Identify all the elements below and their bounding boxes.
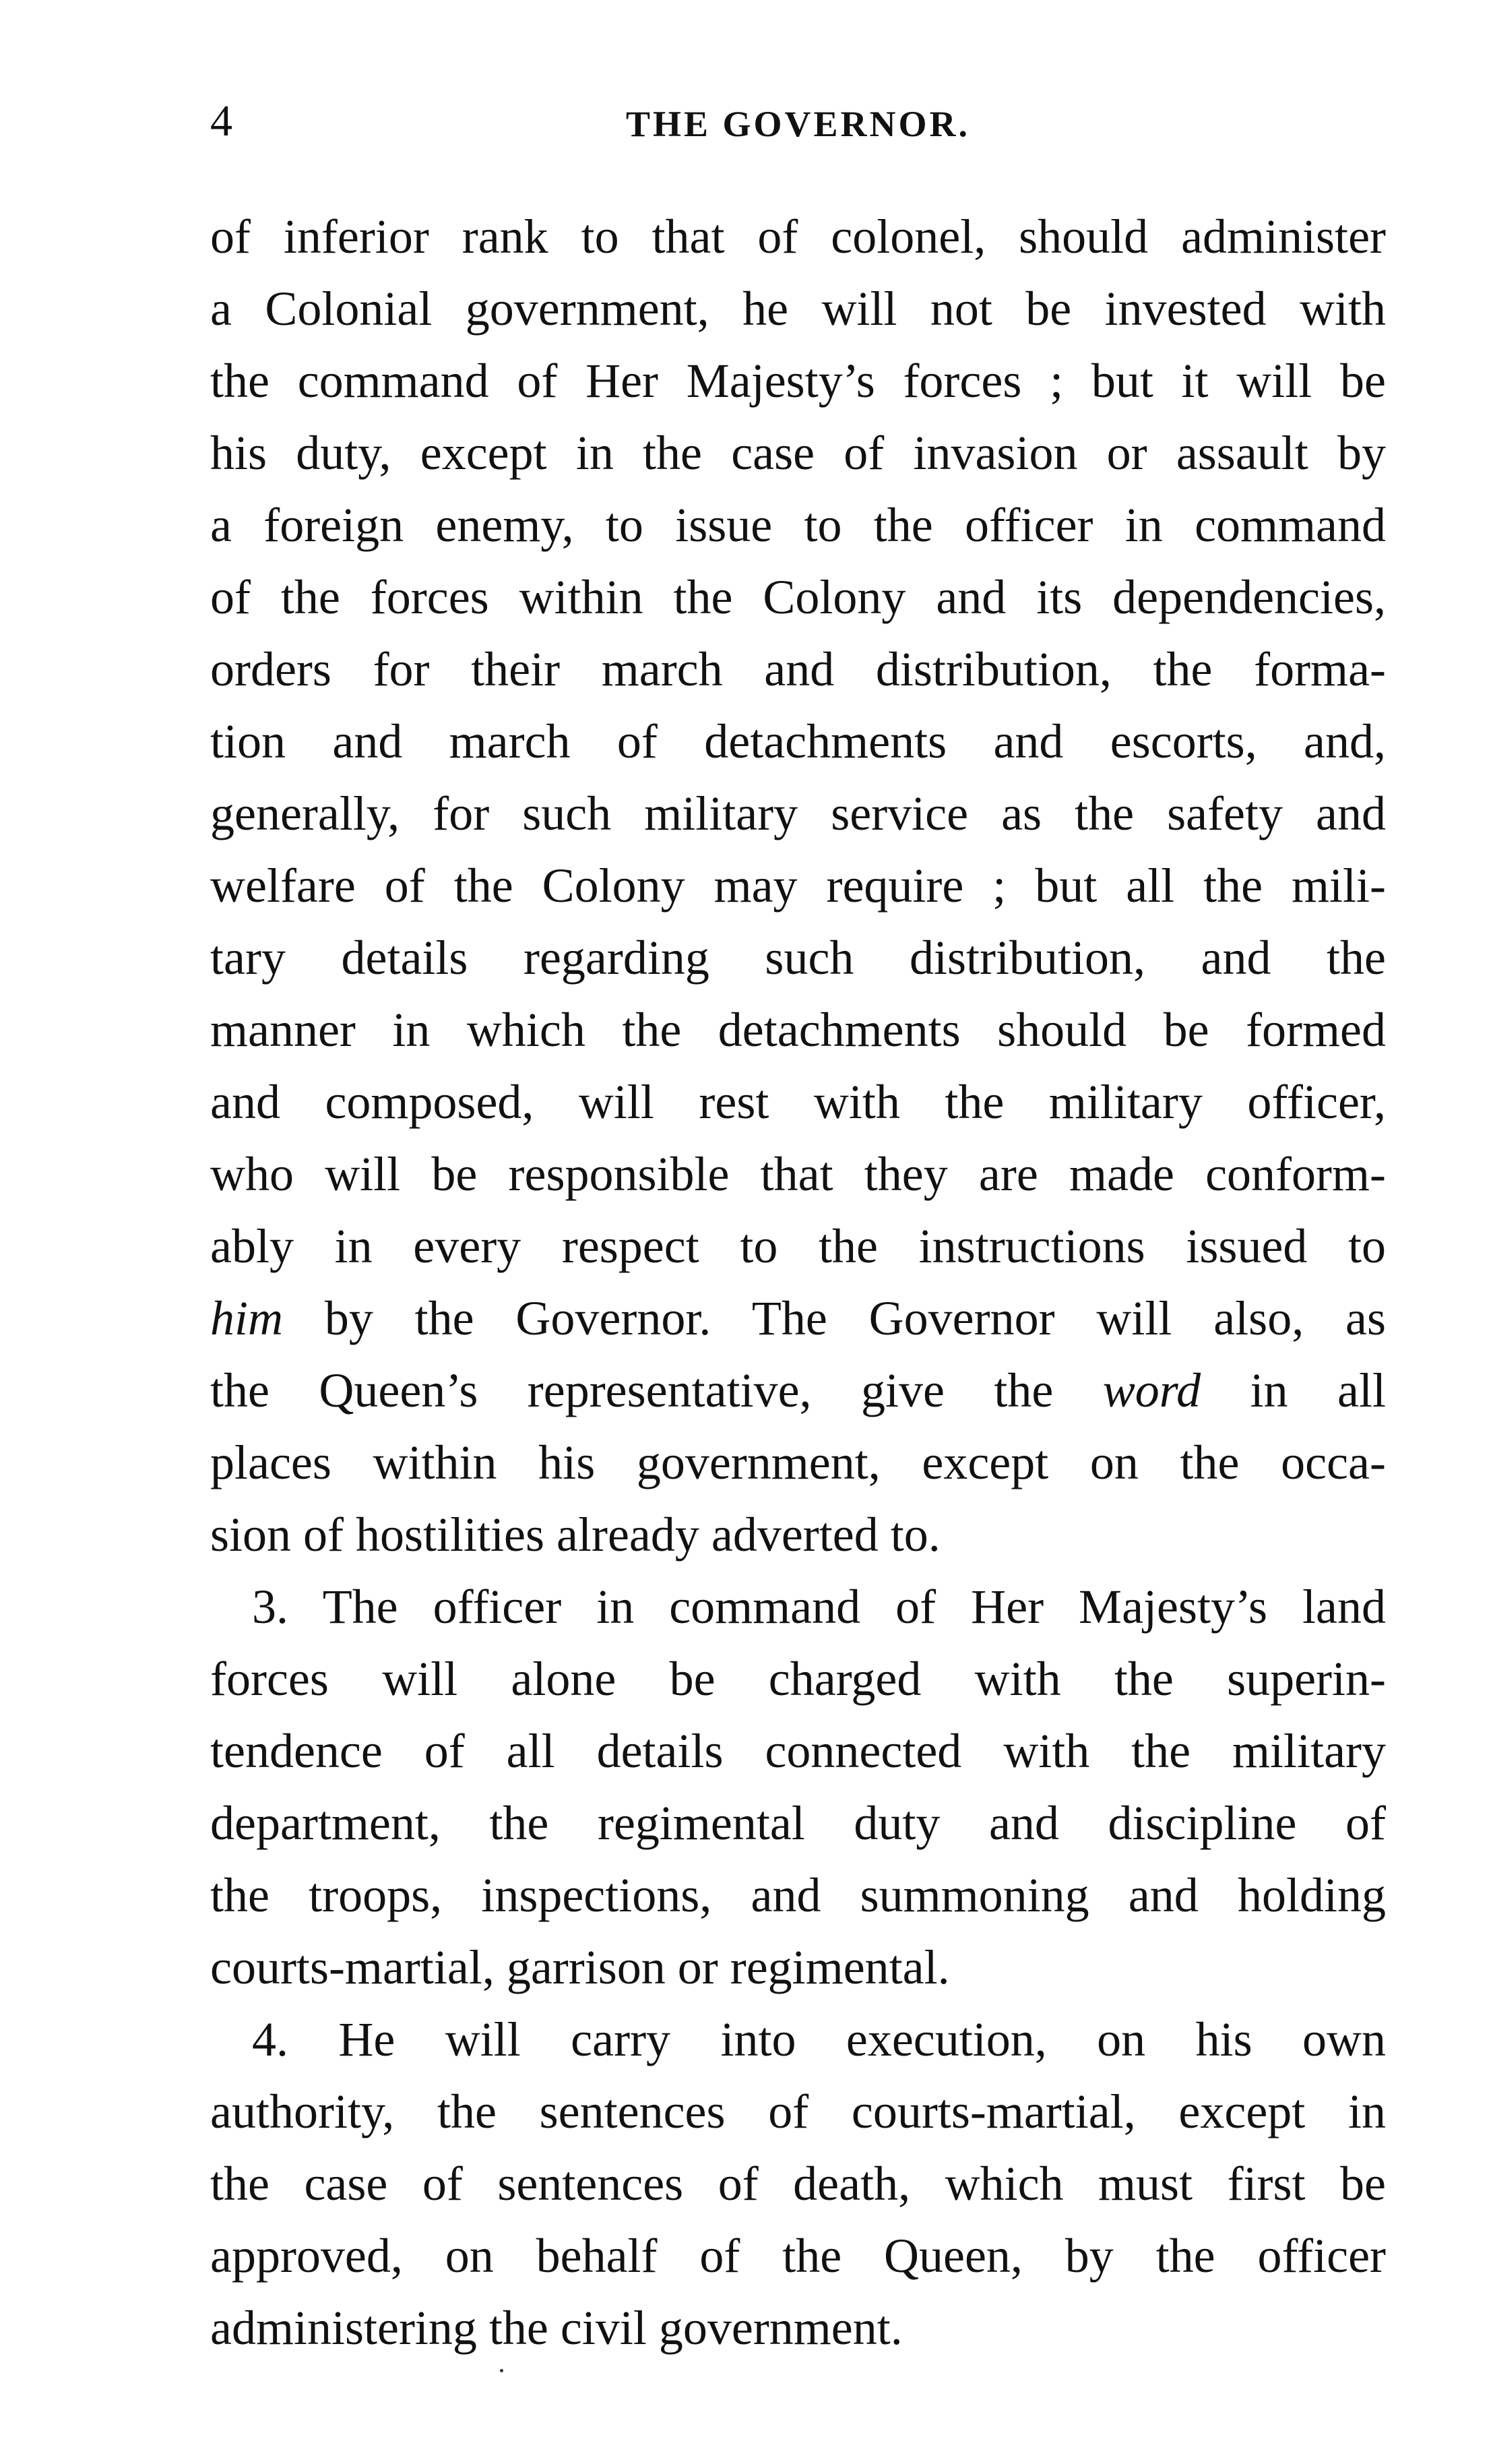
text-line: orders for their march and distribution, the forma- — [210, 642, 1386, 696]
text-line: tary details regarding such distribution, and the — [210, 931, 1386, 985]
text-segment: by the Governor. The Governor will also, as — [283, 1291, 1386, 1345]
text-line: manner in which the detachments should be formed — [210, 1003, 1386, 1057]
text-line: ably in every respect to the instructions issued to — [210, 1219, 1386, 1273]
text-line: the command of Her Majesty’s forces ; but it will be — [210, 354, 1386, 408]
text-line: tendence of all details connected with the military — [210, 1724, 1386, 1778]
text-line: of inferior rank to that of colonel, should administer — [210, 210, 1386, 264]
text-line: generally, for such military service as the safety and — [210, 787, 1386, 840]
text-line: tion and march of detachments and escorts, and, — [210, 714, 1386, 768]
text-line: approved, on behalf of the Queen, by the officer — [210, 2229, 1386, 2283]
text-line: who will be responsible that they are made conform- — [210, 1147, 1386, 1201]
text-line: the case of sentences of death, which must first be — [210, 2157, 1386, 2211]
page-number: 4 — [210, 96, 232, 146]
body-text — [210, 201, 1386, 2364]
text-line: welfare of the Colony may require ; but all the mili- — [210, 859, 1386, 913]
text-line: and composed, will rest with the military officer, — [210, 1075, 1386, 1129]
text-line: a foreign enemy, to issue to the officer in command — [210, 498, 1386, 552]
text-line: a Colonial government, he will not be invested with — [210, 282, 1386, 336]
text-line: 4. He will carry into execution, on his own — [252, 2012, 1386, 2066]
text-line: of the forces within the Colony and its dependencies, — [210, 570, 1386, 624]
text-line: authority, the sentences of courts-martial, except in — [210, 2085, 1386, 2138]
text-segment: the Queen’s representative, give the — [210, 1363, 1103, 1417]
running-head — [210, 91, 1386, 152]
text-line — [210, 1355, 1386, 1427]
running-title: THE GOVERNOR. — [625, 104, 971, 144]
text-line: places within his government, except on the occa- — [210, 1436, 1386, 1489]
italic-word: word — [1102, 1363, 1201, 1417]
text-line: courts-martial, garrison or regimental. — [210, 1940, 950, 1994]
text-segment: in all — [1201, 1363, 1386, 1417]
text-line: department, the regimental duty and discipline of — [210, 1796, 1386, 1850]
text-line: the troops, inspections, and summoning and holding — [210, 1868, 1386, 1922]
text-line: administering the civil government. — [210, 2301, 903, 2355]
italic-word: him — [210, 1291, 283, 1345]
ink-speck — [500, 2369, 503, 2372]
text-line: forces will alone be charged with the superin- — [210, 1652, 1386, 1706]
text-line — [210, 1283, 1386, 1355]
text-line: 3. The officer in command of Her Majesty’s land — [252, 1580, 1386, 1634]
text-line: sion of hostilities already adverted to. — [210, 1508, 941, 1562]
text-line: his duty, except in the case of invasion or assault by — [210, 426, 1386, 480]
